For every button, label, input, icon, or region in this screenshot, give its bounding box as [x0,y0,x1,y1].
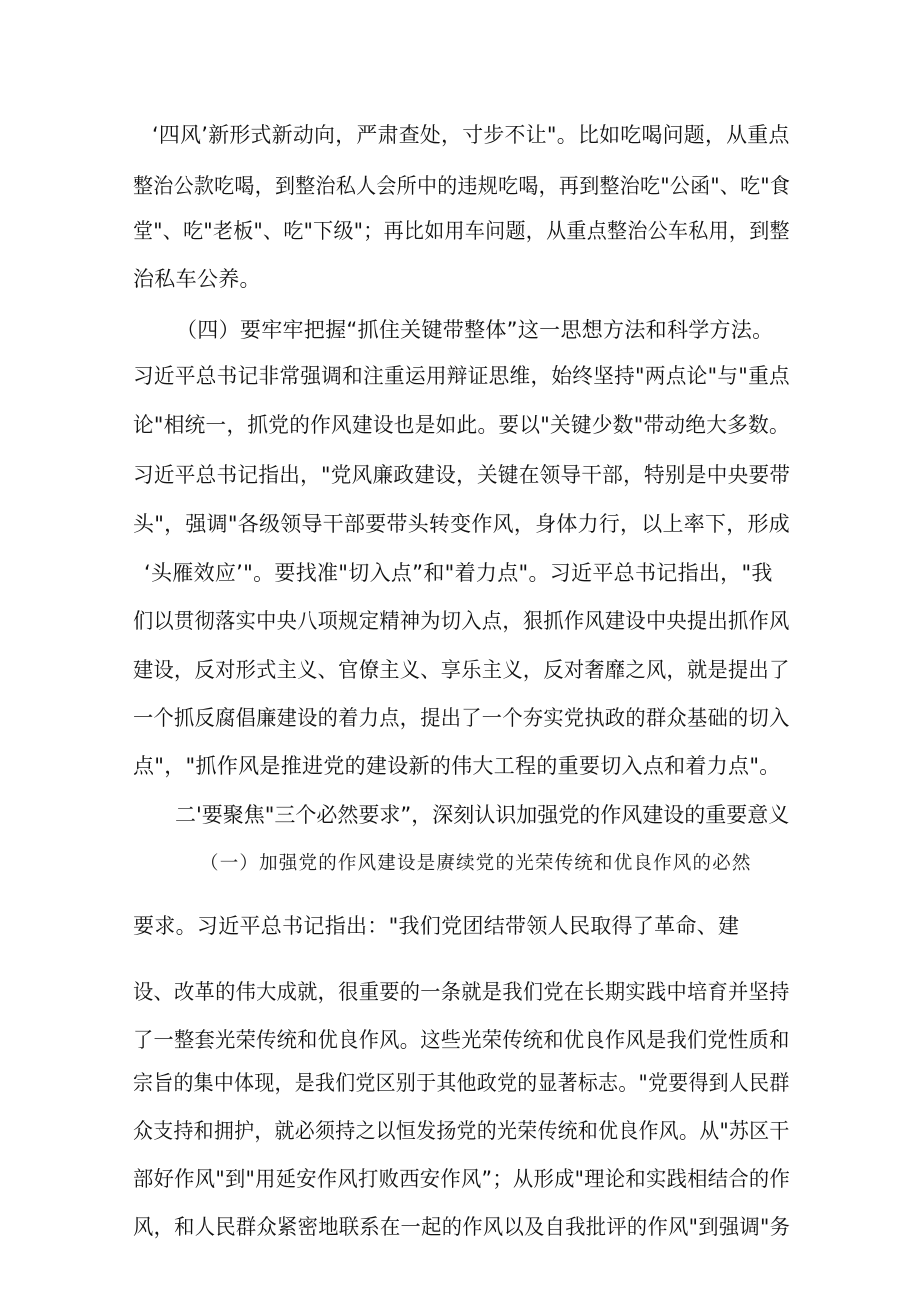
subsection-heading: （一）加强党的作风建设是赓续党的光荣传统和优良作风的必然 [200,853,752,874]
paragraph-line: 治私车公养。 [133,267,261,291]
paragraph-line: 们以贯彻落实中央八项规定精神为切入点，狠抓作风建设中央提出抓作风 [133,609,790,633]
paragraph-line: ‘四风’新形式新动向，严肃查处，寸步不让"。比如吃喝问题，从重点 [152,123,790,147]
paragraph-line: 宗旨的集中体现，是我们党区别于其他政党的显著标志。"党要得到人民群 [133,1071,790,1095]
paragraph-line: 习近平总书记非常强调和注重运用辩证思维，始终坚持"两点论"与"重点 [133,364,790,388]
paragraph-line: 风，和人民群众紧密地联系在一起的作风以及自我批评的作风"到强调"务 [133,1215,791,1239]
paragraph-line: 头"，强调"各级领导干部要带头转变作风，身体力行，以上率下，形成 [133,512,790,536]
section-heading: 二'要聚焦"三个必然要求”，深刻认识加强党的作风建设的重要意义 [175,803,790,827]
paragraph-line: （四）要牢牢把握“抓住关键带整体”这一思想方法和科学方法。 [176,318,774,342]
paragraph-line: ‘头雁效应’"。要找准"切入点”和"着力点"。习近平总书记指出，"我 [144,561,773,585]
paragraph-line: 众支持和拥护，就必须持之以恒发扬党的光荣传统和优良作风。从"苏区干 [133,1119,790,1143]
paragraph-line: 整治公款吃喝，到整治私人会所中的违规吃喝，再到整治吃"公函"、吃"食 [133,174,791,198]
paragraph-line: 堂"、吃"老板"、吃"下级"；再比如用车问题，从重点整治公车私用，到整 [133,219,790,243]
paragraph-line: 要求。习近平总书记指出："我们党团结带领人民取得了革命、建 [133,914,740,938]
paragraph-line: 论"相统一，抓党的作风建设也是如此。要以"关键少数"带动绝大多数。 [133,413,790,437]
paragraph-line: 点"，"抓作风是推进党的建设新的伟大工程的重要切入点和着力点"。 [133,754,781,778]
paragraph-line: 一个抓反腐倡廉建设的着力点，提出了一个夯实党执政的群众基础的切入 [133,706,790,730]
paragraph-line: 设、改革的伟大成就，很重要的一条就是我们党在长期实践中培育并坚持 [133,980,790,1004]
paragraph-line: 了一整套光荣传统和优良作风。这些光荣传统和优良作风是我们党性质和 [133,1028,790,1052]
paragraph-line: 习近平总书记指出，"党风廉政建设，关键在领导干部，特别是中央要带 [133,463,791,487]
paragraph-line: 部好作风"到"用延安作风打败西安作风”；从形成"理论和实践相结合的作 [133,1167,791,1191]
paragraph-line: 建设，反对形式主义、官僚主义、享乐主义，反对奢靡之风，就是提出了 [133,658,790,682]
